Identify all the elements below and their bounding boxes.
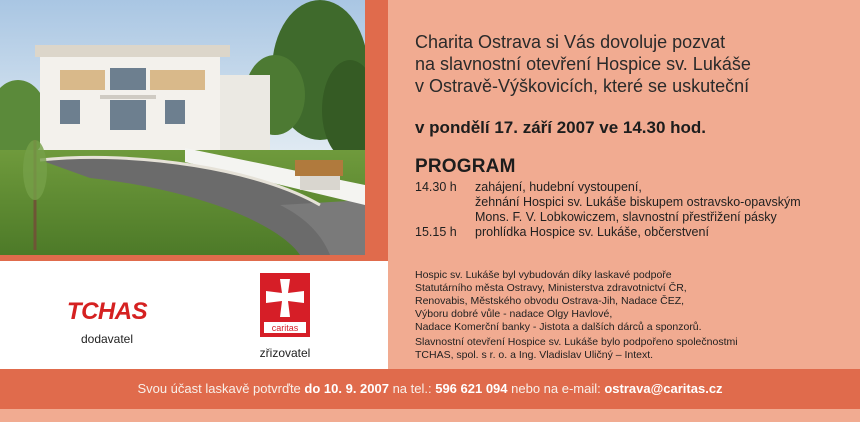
hospice-building-image (0, 0, 365, 255)
tchas-logo: TCHAS (66, 298, 148, 325)
support-line: Nadace Komerční banky - Jistota a dalších dárců a sponzorů. (415, 321, 702, 333)
program-text: žehnání Hospici sv. Lukáše biskupem ostravsko-opavským (475, 195, 801, 209)
program-row (415, 210, 860, 225)
invitation-line: na slavnostní otevření Hospice sv. Lukáše (415, 54, 751, 74)
rsvp-deadline: do 10. 9. 2007 (304, 381, 389, 396)
support-acknowledgement (415, 269, 855, 334)
program-title: PROGRAM (415, 156, 516, 177)
rsvp-footer (0, 369, 860, 409)
tchas-caption: dodavatel (80, 332, 134, 346)
invitation-text (415, 31, 855, 97)
program-text: Mons. F. V. Lobkowiczem, slavnostní přestřižení pásky (475, 210, 777, 224)
event-date: v pondělí 17. září 2007 ve 14.30 hod. (415, 118, 707, 137)
caritas-wordmark: caritas (271, 323, 299, 333)
caritas-logo (260, 273, 310, 337)
funding-acknowledgement (415, 336, 855, 362)
program-text: zahájení, hudební vystoupení, (475, 180, 642, 194)
program-row (415, 180, 860, 195)
rsvp-prefix: Svou účast laskavě potvrďte (137, 381, 305, 396)
program-time (415, 195, 475, 210)
rsvp-phone[interactable]: 596 621 094 (435, 381, 508, 396)
program-time: 15.15 h (415, 225, 457, 239)
program-text: prohlídka Hospice sv. Lukáše, občerstvení (475, 225, 709, 239)
caritas-logo-block (255, 273, 315, 360)
sponsor-logos (0, 261, 388, 369)
funding-line: Slavnostní otevření Hospice sv. Lukáše bylo podpořeno společnostmi (415, 336, 738, 348)
support-line: Renovabis, Městského obvodu Ostrava-Jih, Nadace ČEZ, (415, 295, 685, 307)
support-line: Výboru dobré vůle - nadace Olgy Havlové, (415, 308, 613, 320)
rsvp-tel-label: na tel.: (388, 381, 436, 396)
program-time: 14.30 h (415, 180, 457, 194)
caritas-cross-icon (260, 273, 310, 337)
program-time (415, 210, 475, 225)
program-row (415, 225, 860, 240)
support-line: Hospic sv. Lukáše byl vybudován díky laskavé podpoře (415, 269, 672, 281)
accent-strip-vertical (365, 0, 388, 258)
rsvp-email-label: nebo na e-mail: (507, 381, 605, 396)
rsvp-email-link[interactable]: ostrava@caritas.cz (604, 381, 723, 396)
invitation-line: Charita Ostrava si Vás dovoluje pozvat (415, 32, 726, 52)
tchas-logo-block (52, 298, 162, 346)
funding-line: TCHAS, spol. s r. o. a Ing. Vladislav Uličný – Intext. (415, 349, 654, 361)
program-row (415, 195, 860, 210)
invitation-line: v Ostravě-Výškovicích, které se uskuteční (415, 76, 750, 96)
support-line: Statutárního města Ostravy, Ministerstva zdravotnictví ČR, (415, 282, 687, 294)
caritas-caption: zřizovatel (259, 346, 311, 360)
hospice-photo (0, 0, 365, 255)
program-list (415, 180, 860, 240)
bottom-band (0, 409, 860, 422)
